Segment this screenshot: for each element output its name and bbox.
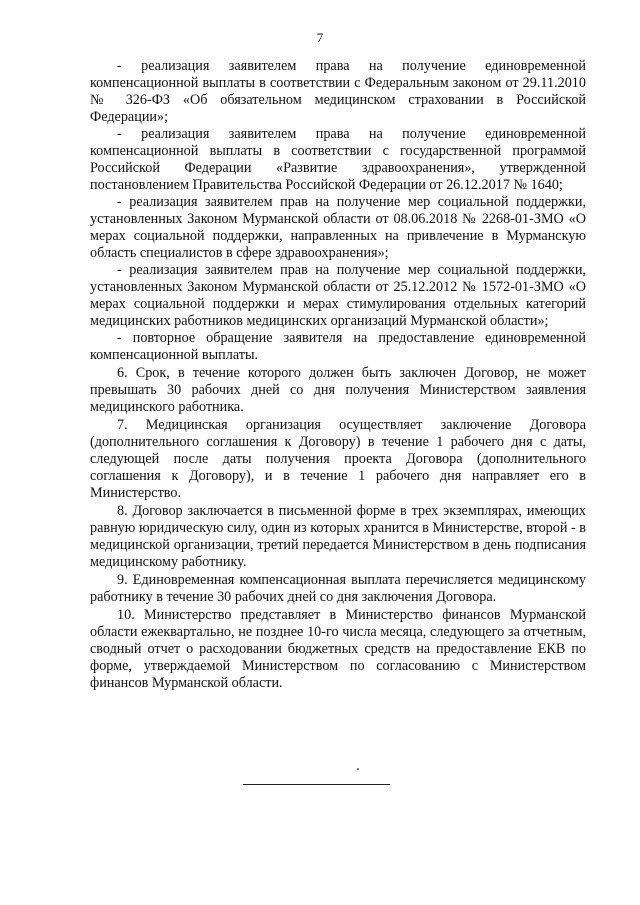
paragraph-condition-state-program: - реализация заявителем права на получение единовременной компенсационной выплаты в соответствии с государственной программой Российской Федерации «Развитие здравоохранения», утвержденной постановлением Правительства Российской Федерации от 26.12.2017 № 1640; bbox=[90, 126, 586, 193]
paragraph-condition-repeat-application: - повторное обращение заявителя на предоставление единовременной компенсационной выплаты. bbox=[90, 330, 586, 363]
paragraph-item-9: 9. Единовременная компенсационная выплата перечисляется медицинскому работнику в течение 30 рабочих дней со дня заключения Договора. bbox=[90, 572, 586, 605]
paragraph-condition-federal-law: - реализация заявителем права на получение единовременной компенсационной выплаты в соответствии с Федеральным законом от 29.11.2010 № 326-ФЗ «Об обязательном медицинском страховании в Российской Федерации»; bbox=[90, 58, 586, 125]
paragraph-item-10: 10. Министерство представляет в Министерство финансов Мурманской области ежеквартально, не позднее 10-го числа месяца, следующего за отчетным, сводный отчет о расходовании бюджетных средств на предоставление ЕКВ по форме, утверждаемой Министерством по согласованию с Министерством финансов Мурманской области. bbox=[90, 607, 586, 691]
paragraph-item-7: 7. Медицинская организация осуществляет заключение Договора (дополнительного соглашения к Договору) в течение 1 рабочего дня с даты, следующей после даты получения проекта Договора (дополнительного соглашения к Договору), и в течение 1 рабочего дня направляет его в Министерство. bbox=[90, 417, 586, 501]
page-number: 7 bbox=[316, 30, 324, 45]
document-body bbox=[90, 58, 586, 692]
closing-rule-line bbox=[243, 784, 390, 785]
paragraph-item-6: 6. Срок, в течение которого должен быть заключен Договор, не может превышать 30 рабочих дней со дня получения Министерством заявления медицинского работника. bbox=[90, 365, 586, 415]
paragraph-condition-regional-law-2268: - реализация заявителем прав на получение мер социальной поддержки, установленных Законом Мурманской области от 08.06.2018 № 2268-01-ЗМО «О мерах социальной поддержки, направленных на привлечение в Мурманскую область специалистов в сфере здравоохранения»; bbox=[90, 194, 586, 261]
paragraph-item-8: 8. Договор заключается в письменной форме в трех экземплярах, имеющих равную юридическую силу, один из которых хранится в Министерстве, второй - в медицинской организации, третий передается Министерством в день подписания медицинскому работнику. bbox=[90, 503, 586, 570]
paragraph-condition-regional-law-1572: - реализация заявителем прав на получение мер социальной поддержки, установленных Законом Мурманской области от 25.12.2012 № 1572-01-ЗМО «О мерах социальной поддержки и мерах стимулирования отдельных категорий медицинских работников медицинских организаций Мурманской области»; bbox=[90, 262, 586, 329]
scan-speck bbox=[357, 768, 359, 770]
